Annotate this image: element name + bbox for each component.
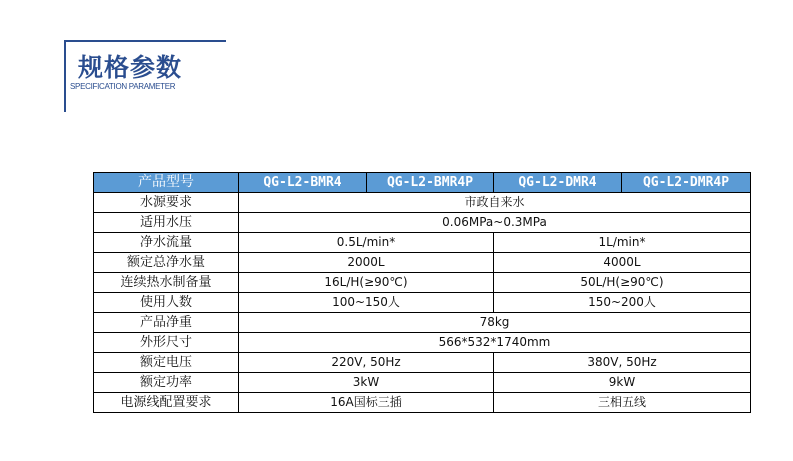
table-row: [94, 313, 751, 333]
row-value-left: 16A国标三插: [239, 393, 494, 413]
row-label: 外形尺寸: [94, 333, 239, 353]
row-value-left: 100~150人: [239, 293, 494, 313]
table-row: [94, 193, 751, 213]
table-row: [94, 253, 751, 273]
row-value: 566*532*1740mm: [239, 333, 751, 353]
row-value-right: 50L/H(≥90℃): [494, 273, 751, 293]
row-value-right: 4000L: [494, 253, 751, 273]
row-label: 电源线配置要求: [94, 393, 239, 413]
row-value-left: 2000L: [239, 253, 494, 273]
table-row: [94, 293, 751, 313]
row-value-left: 16L/H(≥90℃): [239, 273, 494, 293]
section-title-en: SPECIFICATION PARAMETER: [70, 82, 176, 91]
table-row: [94, 233, 751, 253]
row-label: 额定功率: [94, 373, 239, 393]
row-label: 额定电压: [94, 353, 239, 373]
row-label: 连续热水制备量: [94, 273, 239, 293]
section-title: [64, 40, 226, 112]
table-row: [94, 373, 751, 393]
row-label: 额定总净水量: [94, 253, 239, 273]
table-row: [94, 213, 751, 233]
header-model: QG-L2-DMR4P: [622, 173, 751, 193]
table-row: [94, 273, 751, 293]
section-title-zh: 规格参数: [78, 53, 183, 82]
row-label: 产品净重: [94, 313, 239, 333]
row-value-left: 0.5L/min*: [239, 233, 494, 253]
table-row: [94, 333, 751, 353]
row-label: 适用水压: [94, 213, 239, 233]
row-value-left: 3kW: [239, 373, 494, 393]
row-value: 0.06MPa~0.3MPa: [239, 213, 751, 233]
row-value: 78kg: [239, 313, 751, 333]
table-row: [94, 353, 751, 373]
row-value-right: 380V, 50Hz: [494, 353, 751, 373]
row-value-right: 9kW: [494, 373, 751, 393]
row-label: 水源要求: [94, 193, 239, 213]
header-model: QG-L2-BMR4P: [367, 173, 494, 193]
table-row: [94, 393, 751, 413]
row-value-right: 1L/min*: [494, 233, 751, 253]
row-value-right: 150~200人: [494, 293, 751, 313]
row-value-left: 220V, 50Hz: [239, 353, 494, 373]
spec-table: [93, 172, 751, 413]
row-label: 使用人数: [94, 293, 239, 313]
header-model: QG-L2-BMR4: [239, 173, 367, 193]
header-label: 产品型号: [94, 173, 239, 193]
row-value: 市政自来水: [239, 193, 751, 213]
header-model: QG-L2-DMR4: [494, 173, 622, 193]
table-header-row: [94, 173, 751, 193]
row-label: 净水流量: [94, 233, 239, 253]
row-value-right: 三相五线: [494, 393, 751, 413]
